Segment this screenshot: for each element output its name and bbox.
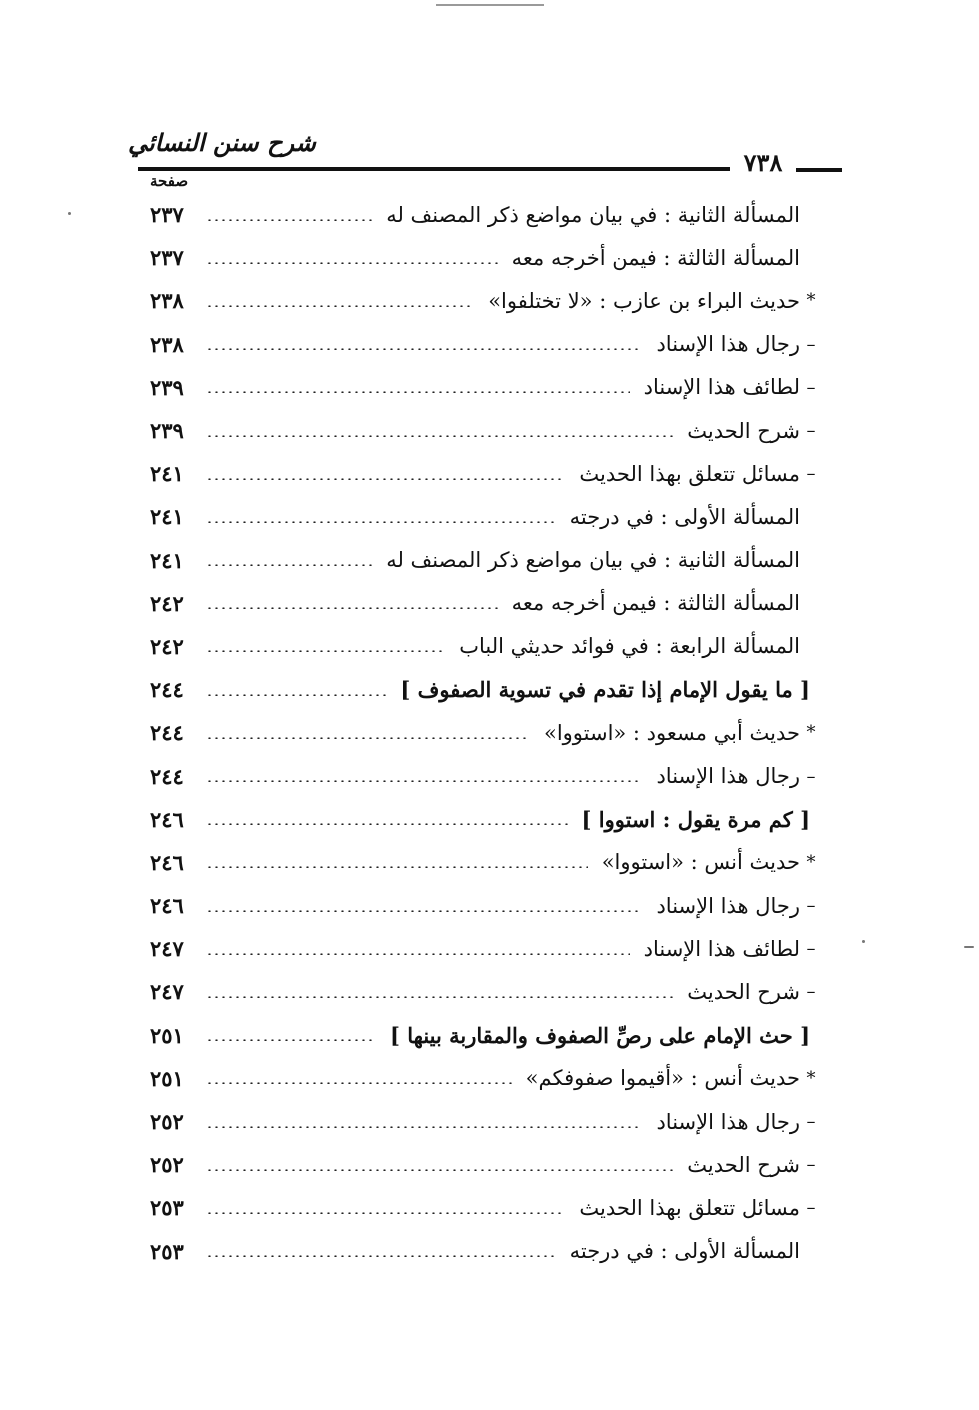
dot-leader — [206, 348, 642, 350]
scan-speck — [862, 940, 865, 943]
dot-leader — [206, 305, 474, 307]
entry-page-number: ٢٣٨ — [150, 288, 184, 314]
page-number-rule — [796, 168, 842, 172]
toc-entry — [150, 1186, 822, 1229]
dot-leader — [206, 694, 386, 696]
entry-title: المسألة الثالثة : فيمن أخرجه معه — [511, 591, 800, 616]
entry-title: حديث أنس : «أقيموا صفوفكم» — [525, 1066, 800, 1091]
asterisk-marker: * — [806, 1067, 816, 1089]
dot-leader — [206, 435, 673, 437]
entry-title: المسألة الأولى : في درجته — [569, 1239, 800, 1264]
dash-marker: – — [806, 420, 816, 442]
toc-entry — [150, 193, 822, 236]
dot-leader — [206, 737, 530, 739]
entry-title: رجال هذا الإسناد — [656, 332, 800, 357]
toc-section-heading — [150, 1014, 822, 1057]
entry-page-number: ٢٥٣ — [150, 1195, 184, 1221]
entry-title: المسألة الأولى : في درجته — [569, 504, 800, 529]
dot-leader — [206, 1255, 556, 1257]
dot-leader — [206, 780, 642, 782]
toc-entry — [150, 754, 822, 797]
entry-page-number: ٢٣٨ — [150, 331, 184, 357]
entry-page-number: ٢٤٦ — [150, 806, 184, 832]
dot-leader — [206, 996, 673, 998]
entry-page-number: ٢٤١ — [150, 547, 184, 573]
entry-page-number: ٢٣٩ — [150, 374, 184, 400]
asterisk-marker: * — [806, 851, 816, 873]
dot-leader — [206, 1212, 565, 1214]
dot-leader — [206, 1039, 376, 1041]
toc-entry — [150, 366, 822, 409]
entry-page-number: ٢٤١ — [150, 504, 184, 530]
toc-section-heading — [150, 668, 822, 711]
dot-leader — [206, 521, 556, 523]
entry-title: رجال هذا الإسناد — [656, 893, 800, 918]
entry-title: [ كم مرة يقول : استووا ] — [581, 806, 810, 832]
entry-title: حديث البراء بن عازب : «لا تختلفوا» — [488, 288, 800, 313]
entry-title: [ حث الإمام على رصِّ الصفوف والمقاربة بينها ] — [390, 1022, 810, 1048]
dash-marker: – — [806, 376, 816, 398]
entry-title: رجال هذا الإسناد — [656, 1109, 800, 1134]
entry-title: مسائل تتعلق بهذا الحديث — [579, 461, 800, 486]
entry-page-number: ٢٥١ — [150, 1022, 184, 1048]
entry-title: حديث أبي مسعود : «استووا» — [543, 720, 800, 745]
toc-entry — [150, 1057, 822, 1100]
toc-entry — [150, 884, 822, 927]
dash-marker: – — [806, 981, 816, 1003]
dot-leader — [206, 1082, 512, 1084]
entry-page-number: ٢٤٤ — [150, 677, 184, 703]
entry-title: شرح الحديث — [687, 979, 800, 1004]
dot-leader — [206, 391, 630, 393]
top-edge-mark — [436, 4, 544, 6]
entry-title: حديث أنس : «استووا» — [601, 850, 800, 875]
dot-leader — [206, 564, 372, 566]
asterisk-marker: * — [806, 290, 816, 312]
entry-page-number: ٢٣٧ — [150, 202, 184, 228]
entry-page-number: ٢٥٢ — [150, 1109, 184, 1135]
entry-title: [ ما يقول الإمام إذا تقدم في تسوية الصفوف ] — [400, 677, 810, 703]
dot-leader — [206, 1126, 642, 1128]
toc-entry — [150, 711, 822, 754]
toc-entry — [150, 409, 822, 452]
toc-entry — [150, 279, 822, 322]
entry-title: المسألة الثانية : في بيان مواضع ذكر المصنف له — [386, 202, 800, 227]
entry-title: رجال هذا الإسناد — [656, 764, 800, 789]
entry-title: شرح الحديث — [687, 418, 800, 443]
toc-entry — [150, 236, 822, 279]
dot-leader — [206, 262, 498, 264]
entry-page-number: ٢٤٢ — [150, 590, 184, 616]
entry-page-number: ٢٥٢ — [150, 1152, 184, 1178]
dash-marker: – — [806, 333, 816, 355]
toc-entry — [150, 1100, 822, 1143]
entry-title: لطائف هذا الإسناد — [643, 375, 800, 400]
dash-marker: – — [806, 938, 816, 960]
dash-marker: – — [806, 1111, 816, 1133]
dot-leader — [206, 823, 568, 825]
scan-speck — [68, 212, 71, 215]
entry-page-number: ٢٤٧ — [150, 979, 184, 1005]
entry-title: شرح الحديث — [687, 1152, 800, 1177]
table-of-contents — [150, 193, 822, 1273]
toc-entry — [150, 1143, 822, 1186]
dot-leader — [206, 910, 642, 912]
header-rule — [138, 167, 730, 171]
dash-marker: – — [806, 895, 816, 917]
entry-title: لطائف هذا الإسناد — [643, 936, 800, 961]
dot-leader — [206, 478, 565, 480]
entry-page-number: ٢٤٤ — [150, 720, 184, 746]
toc-entry — [150, 927, 822, 970]
entry-page-number: ٢٤٦ — [150, 849, 184, 875]
entry-title: المسألة الثانية : في بيان مواضع ذكر المصنف له — [386, 548, 800, 573]
entry-page-number: ٢٤٧ — [150, 936, 184, 962]
book-title: شرح سنن النسائي — [128, 128, 316, 157]
dash-marker: – — [806, 1154, 816, 1176]
entry-page-number: ٢٣٧ — [150, 245, 184, 271]
entry-title: المسألة الثالثة : فيمن أخرجه معه — [511, 245, 800, 270]
dot-leader — [206, 607, 498, 609]
page-number-block — [732, 148, 842, 178]
entry-page-number: ٢٤٢ — [150, 633, 184, 659]
dash-marker: – — [806, 1197, 816, 1219]
dash-marker: – — [806, 765, 816, 787]
toc-section-heading — [150, 798, 822, 841]
toc-entry — [150, 539, 822, 582]
page-number: ٧٣٨ — [743, 148, 783, 177]
scan-speck — [964, 946, 974, 948]
toc-entry — [150, 452, 822, 495]
entry-page-number: ٢٥١ — [150, 1065, 184, 1091]
toc-entry — [150, 495, 822, 538]
entry-page-number: ٢٤٦ — [150, 893, 184, 919]
entry-title: المسألة الرابعة : في فوائد حديثي الباب — [459, 634, 800, 659]
page-column-label: صفحة — [150, 172, 189, 190]
dot-leader — [206, 866, 588, 868]
dot-leader — [206, 219, 372, 221]
toc-entry — [150, 1230, 822, 1273]
toc-entry — [150, 323, 822, 366]
entry-page-number: ٢٣٩ — [150, 418, 184, 444]
dot-leader — [206, 650, 445, 652]
dash-marker: – — [806, 463, 816, 485]
entry-page-number: ٢٤٤ — [150, 763, 184, 789]
toc-entry — [150, 841, 822, 884]
entry-title: مسائل تتعلق بهذا الحديث — [579, 1195, 800, 1220]
toc-entry — [150, 970, 822, 1013]
toc-entry — [150, 625, 822, 668]
asterisk-marker: * — [806, 722, 816, 744]
dot-leader — [206, 1169, 673, 1171]
toc-entry — [150, 582, 822, 625]
entry-page-number: ٢٤١ — [150, 461, 184, 487]
entry-page-number: ٢٥٣ — [150, 1238, 184, 1264]
dot-leader — [206, 953, 630, 955]
